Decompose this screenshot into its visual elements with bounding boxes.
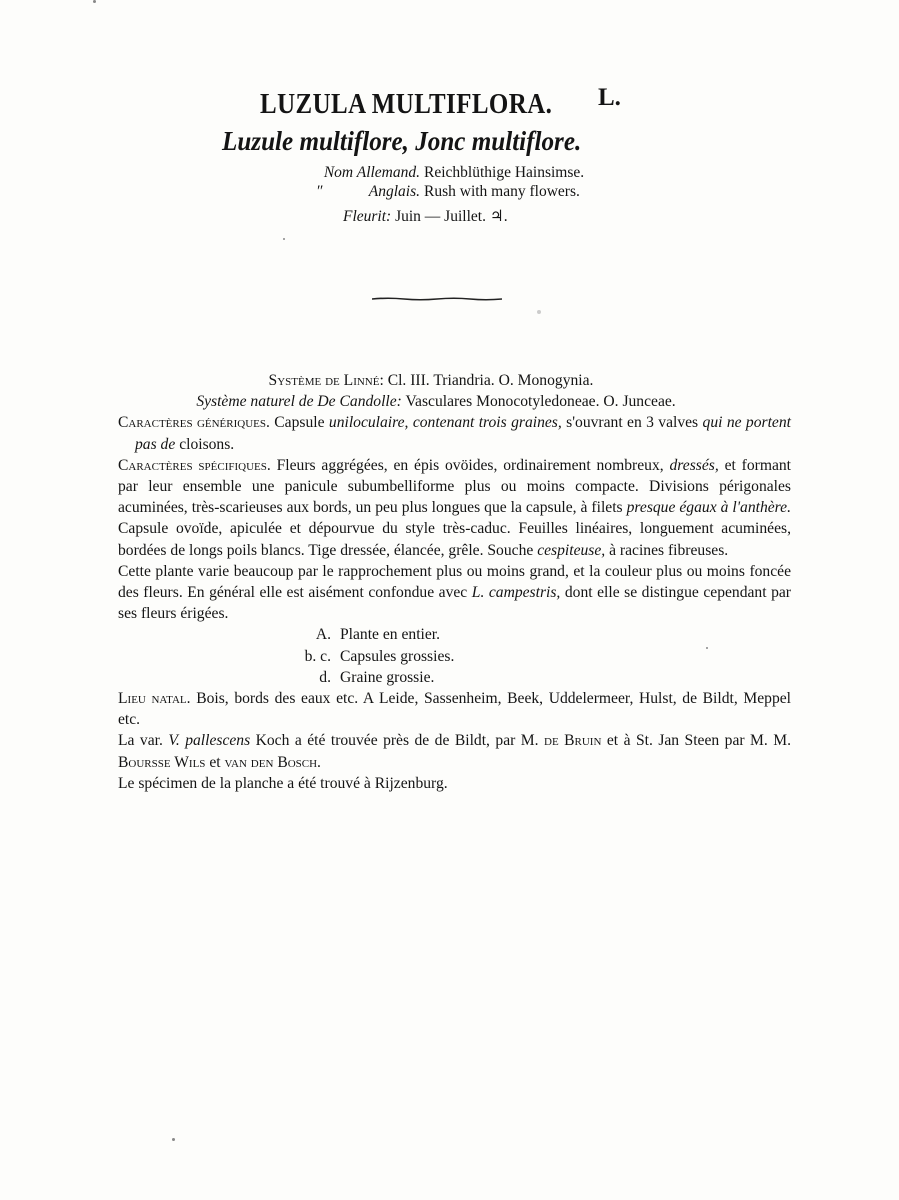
- habitat-paragraph: [101, 688, 791, 730]
- specific-label: Caractères spécifiques.: [118, 456, 271, 474]
- text-run: et formant par leur ensemble une panicule subumbelliforme plus ou moins compacte. Divisions périgonales acuminées, très-scarieuses aux bords, un peu plus longues que la capsule, à filets: [118, 456, 792, 517]
- legend-key: A.: [315, 626, 331, 644]
- fleurit-label: Fleurit:: [343, 208, 392, 225]
- paper-speck: [93, 0, 96, 3]
- text-run: de Bruin: [544, 732, 602, 750]
- figure-legend: [281, 624, 791, 688]
- paper-speck: [172, 1138, 175, 1141]
- text-run: à racines fibreuses.: [609, 541, 729, 559]
- variation-paragraph: [101, 561, 791, 625]
- legend-item: [281, 667, 791, 688]
- variety-paragraph: [101, 730, 791, 772]
- name-value: Rush with many flowers.: [424, 183, 580, 200]
- text-run: et à St. Jan Steen par M. M.: [606, 732, 792, 750]
- linnaeus-value: Cl. III. Triandria. O. Monogynia.: [387, 372, 594, 389]
- common-names: [310, 164, 585, 202]
- text-run: V. pallescens: [168, 732, 251, 750]
- text-run: Fleurs aggrégées, en épis ovöides, ordinairement nombreux,: [276, 456, 664, 474]
- linnaeus-system: [101, 370, 791, 391]
- text-run: qui ne portent pas de: [135, 414, 791, 453]
- candolle-value: Vasculares Monocotyledoneae. O. Junceae.: [405, 393, 676, 411]
- legend-item: [281, 646, 791, 667]
- specimen-paragraph: [101, 773, 791, 794]
- page-subtitle: Luzule multiflore, Jonc multiflore.: [222, 126, 582, 156]
- generic-characters: [118, 412, 791, 454]
- name-row-german: [310, 164, 585, 183]
- name-label: Nom Allemand.: [323, 164, 420, 181]
- legend-key: b. c.: [304, 647, 331, 665]
- text-run: Koch a été trouvée près de de Bildt, par M.: [255, 732, 539, 750]
- candolle-system: [101, 391, 791, 412]
- text-run: Boursse Wils: [118, 753, 206, 771]
- ornamental-rule: [372, 297, 502, 301]
- paper-speck: [283, 238, 285, 240]
- text-run: Bois, bords des eaux etc. A Leide, Sassenheim, Beek, Uddelermeer, Hulst, de Bildt, Meppel etc.: [118, 690, 792, 729]
- text-run: La var.: [118, 732, 163, 750]
- legend-text: Graine grossie.: [340, 668, 435, 686]
- name-row-english: [310, 183, 580, 202]
- text-run: et: [209, 753, 221, 771]
- paper-speck: [706, 647, 708, 649]
- flowering-period: [343, 207, 508, 226]
- linnaeus-label: Système de Linné:: [268, 372, 384, 389]
- title-author: L.: [598, 84, 621, 111]
- paper-speck: [537, 310, 541, 314]
- text-run: Cette plante varie beaucoup par le rapprochement plus ou moins grand, et la couleur plus ou moins foncée des fleurs. En général elle est aisément confondue avec: [118, 562, 791, 602]
- text-run: presque égaux à l'anthère.: [626, 499, 791, 517]
- specific-characters: [101, 455, 791, 561]
- text-run: Le spécimen de la planche a été trouvé à Rijzenburg.: [118, 774, 448, 792]
- text-run: Capsule: [274, 414, 325, 432]
- text-run: L. campestris,: [471, 584, 561, 602]
- page-title: LUZULA MULTIFLORA.: [260, 88, 553, 120]
- generic-label: Caractères génériques.: [118, 414, 270, 432]
- legend-text: Plante en entier.: [340, 626, 441, 644]
- description-body: [101, 370, 791, 794]
- text-run: s'ouvrant en 3 valves: [566, 414, 699, 432]
- name-value: Reichblüthige Hainsimse.: [424, 164, 585, 181]
- habitat-label: Lieu natal.: [118, 690, 191, 707]
- legend-item: [281, 624, 791, 645]
- fleurit-value: Juin — Juillet. ♃.: [395, 208, 508, 225]
- text-run: cespiteuse,: [537, 541, 606, 559]
- text-run: cloisons.: [179, 435, 235, 453]
- text-run: dressés,: [669, 456, 719, 474]
- text-run: van den Bosch.: [224, 753, 321, 771]
- candolle-label: Système naturel de De Candolle:: [196, 393, 402, 411]
- title-block: [260, 84, 660, 128]
- legend-key: d.: [319, 668, 331, 686]
- text-run: dont elle se distingue cependant par ses fleurs érigées.: [118, 584, 791, 623]
- legend-text: Capsules grossies.: [340, 647, 455, 665]
- text-run: uniloculaire, contenant trois graines,: [328, 414, 562, 432]
- text-run: Capsule ovoïde, apiculée et dépourvue du style très-caduc. Feuilles linéaires, longuement acuminées, bordées de longs poils blancs. Tige dressée, élancée, grêle. Souche: [118, 520, 791, 559]
- name-label: Anglais.: [368, 183, 420, 200]
- ditto-mark: ″: [316, 183, 323, 200]
